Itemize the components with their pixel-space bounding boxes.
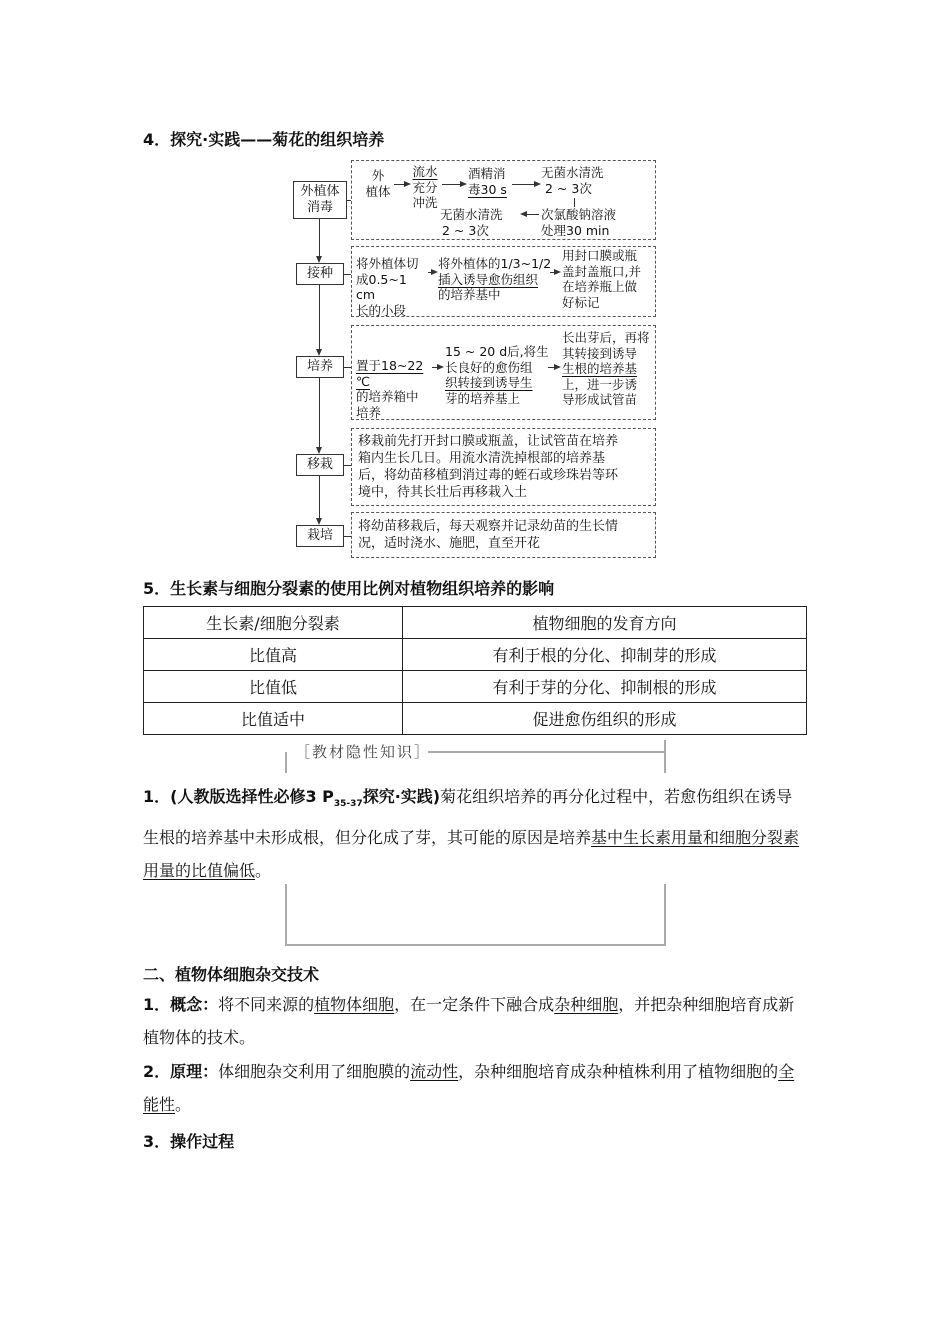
arrow-right-icon: [554, 364, 561, 370]
connector-line: [319, 285, 320, 349]
arrow-down-icon: [316, 518, 322, 525]
connector-line: [319, 476, 320, 518]
section-two-title: 二、植物体细胞杂交技术: [143, 965, 320, 984]
culture-text-3: 长出芽后，再将 其转接到诱导 生根的培养基 上，进一步诱 导形成试管苗: [562, 330, 650, 407]
arrow-right-icon: [404, 181, 411, 187]
inoculate-text-3: 用封口膜或瓶 盖封盖瓶口,并 在培养瓶上做 好标记: [562, 248, 641, 310]
table-header-cell: 生长素/细胞分裂素: [144, 607, 403, 639]
connector-line: [319, 219, 320, 256]
step-label: 栽培: [306, 528, 333, 543]
transplant-text: 移栽前先打开封口膜或瓶盖，让试管苗在培养 箱内生长几日。用流水清洗掉根部的培养基 后，将幼苗移植到消过毒的蛭石或珍珠岩等环 境中，待其长壮后再移栽入土: [358, 434, 619, 500]
arrow-left-icon: [520, 211, 527, 217]
inoculate-text-1: 将外植体切 成0.5~1 cm 长的小段: [356, 256, 419, 318]
table-cell: 有利于芽的分化、抑制根的形成: [403, 671, 807, 703]
connector-line: [344, 465, 351, 466]
step-cultivate: [296, 525, 344, 547]
arrow-down-icon: [316, 447, 322, 454]
arrow-right-icon: [431, 269, 438, 275]
arrow-down-icon: [316, 256, 322, 263]
disinfect-text-6: 无菌水清洗 2 ~ 3次: [440, 207, 503, 238]
step-culture: [296, 356, 344, 378]
section-4-title: 4．探究·实践——菊花的组织培养: [143, 130, 385, 149]
table-row: [144, 703, 807, 735]
connector-line: [344, 536, 351, 537]
table-row: [144, 671, 807, 703]
step-label: 外植体: [300, 184, 340, 199]
step-inoculate: [296, 263, 344, 285]
step-transplant: [296, 454, 344, 476]
step-label: 接种: [306, 266, 333, 281]
connector-line: [344, 367, 351, 368]
table-cell: 比值适中: [144, 703, 403, 735]
section-5-title: 5．生长素与细胞分裂素的使用比例对植物组织培养的影响: [143, 579, 555, 598]
table-cell: 有利于根的分化、抑制芽的形成: [403, 639, 807, 671]
frame-border: [664, 884, 666, 946]
connector-line: [344, 274, 351, 275]
table-cell: 比值低: [144, 671, 403, 703]
arrow-right-icon: [460, 181, 467, 187]
table-row: [144, 639, 807, 671]
step-label: 消毒: [306, 200, 333, 215]
inoculate-text-2: 将外植体的1/3~1/2 插入诱导愈伤组织 的培养基中: [438, 256, 552, 302]
arrow-right-icon: [534, 181, 541, 187]
ratio-table: [143, 606, 807, 735]
culture-text-2: 15 ~ 20 d后,将生 长良好的愈伤组 织转接到诱导生 芽的培养基上: [445, 344, 549, 406]
frame-border: [285, 944, 666, 946]
table-cell: 促进愈伤组织的形成: [403, 703, 807, 735]
disinfect-text-3: 酒精消 毒30 s: [468, 166, 507, 197]
arrow-down-icon: [316, 349, 322, 356]
frame-border: [285, 884, 287, 946]
principle-paragraph: 2．原理：体细胞杂交利用了细胞膜的流动性，杂种细胞培育成杂种植株利用了植物细胞的全能性。: [143, 1062, 795, 1114]
disinfect-text-4: 无菌水清洗 2 ~ 3次: [541, 165, 604, 196]
step-disinfect: [293, 181, 347, 219]
arrow-line: [574, 198, 575, 207]
step-label: 培养: [306, 359, 333, 374]
disinfect-text-5: 次氯酸钠溶液 处理30 min: [541, 207, 617, 238]
arrow-line: [512, 184, 534, 185]
table-header-row: [144, 607, 807, 639]
arrow-line: [394, 184, 404, 185]
frame-border: [285, 752, 287, 773]
disinfect-text-2: 流水 充分 冲洗: [412, 164, 438, 210]
arrow-right-icon: [554, 269, 561, 275]
arrow-right-icon: [437, 364, 444, 370]
arrow-line: [442, 184, 460, 185]
concept-paragraph: 1．概念：将不同来源的植物体细胞，在一定条件下融合成杂种细胞，并把杂种细胞培育成新植物体的技术。: [143, 995, 795, 1047]
frame-border: [664, 740, 666, 773]
hidden-knowledge-question: 1．(人教版选择性必修3 $P_{35-37}$探究·实践)菊花组织培养的再分化过程中，若愈伤组织在诱导生根的培养基中未形成根，但分化成了芽，其可能的原因是培养基中生长素用量和细胞分裂素用量的比值偏低。: [143, 787, 800, 881]
hidden-knowledge-label: ［教材隐性知识］: [295, 743, 432, 761]
frame-border: [428, 751, 666, 753]
table-cell: 比值高: [144, 639, 403, 671]
process-title: 3．操作过程: [143, 1132, 235, 1151]
cultivate-text: 将幼苗移栽后，每天观察并记录幼苗的生长情 况，适时浇水、施肥，直至开花: [358, 519, 619, 551]
connector-line: [319, 378, 320, 447]
arrow-line: [527, 214, 539, 215]
disinfect-text-1: 外 植体: [365, 168, 391, 199]
culture-text-1: 置于18~22 ℃ 的培养箱中 培养: [356, 358, 424, 420]
table-header-cell: 植物细胞的发育方向: [403, 607, 807, 639]
step-label: 移栽: [306, 457, 333, 472]
